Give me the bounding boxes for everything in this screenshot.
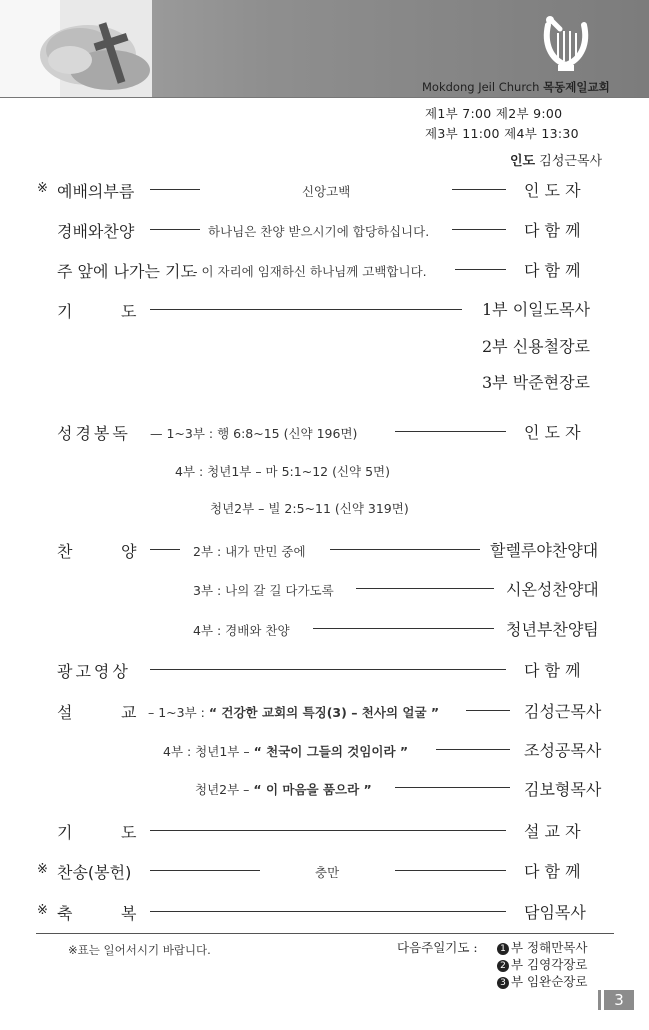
praise-middle: 하나님은 찬양 받으시기에 합당하십니다. (208, 224, 430, 239)
offering-middle: 충만 (315, 865, 340, 880)
sermon-line-2 (436, 749, 510, 750)
service-times-1: 제1부 7:00 제2부 9:00 (425, 106, 563, 121)
stand-mark: ※ (37, 181, 48, 196)
call-to-worship-title: 예배의부름 (57, 182, 135, 201)
praying-hands-photo (0, 0, 152, 97)
scripture-line (395, 431, 506, 432)
next-prayer-3 (497, 972, 587, 990)
next-prayer-label: 다음주일기도 : (397, 940, 478, 955)
next-prayer-3-text: 부 임완순장로 (511, 974, 588, 989)
sermon-title-a: 설 (57, 703, 73, 722)
offering-right: 다 함 께 (524, 862, 581, 881)
sermon-2 (163, 742, 408, 760)
confession-line (455, 269, 506, 270)
number-2-icon: 2 (497, 960, 509, 972)
preacher-3: 김보형목사 (524, 780, 602, 799)
prayer-title-b: 도 (121, 302, 137, 321)
praise-line-right (452, 229, 506, 230)
footer-divider (36, 933, 614, 934)
call-right: 인 도 자 (524, 181, 581, 200)
next-prayer-2 (497, 955, 587, 973)
service-times-2: 제3부 11:00 제4부 13:30 (425, 126, 579, 141)
sermon-title-b: 교 (121, 703, 137, 722)
church-name-ko: 목동제일교회 (543, 80, 610, 94)
sermon-1 (148, 703, 439, 721)
next-prayer-2-text: 부 김영각장로 (511, 957, 588, 972)
blessing-line (150, 911, 506, 912)
hymn-2: 3부 : 나의 갈 길 다가도록 (193, 583, 334, 598)
prayer-title-a: 기 (57, 302, 73, 321)
next-prayer-1-text: 부 정해만목사 (511, 940, 588, 955)
church-name-en: Mokdong Jeil Church (422, 80, 540, 94)
hymn-title-b: 양 (121, 542, 137, 561)
prayer-line (150, 309, 462, 310)
hymn-line-3 (313, 628, 494, 629)
blessing-right: 담임목사 (524, 903, 586, 922)
blessing-stand-mark: ※ (37, 903, 48, 918)
page-number-bar (598, 990, 601, 1010)
offering-stand-mark: ※ (37, 862, 48, 877)
hymn-3: 4부 : 경배와 찬양 (193, 623, 290, 638)
lyre-logo-icon (538, 15, 594, 79)
blessing-title-a: 축 (57, 904, 73, 923)
sermon-line-3 (395, 787, 510, 788)
confession-middle: - 이 자리에 임재하신 하나님께 고백합니다. (193, 264, 427, 279)
sermon-1-prefix: – 1~3부 : (148, 705, 209, 720)
scripture-right: 인 도 자 (524, 423, 581, 442)
offering-line-right (395, 870, 506, 871)
scripture-line1: — 1~3부 : 행 6:8~15 (신약 196면) (150, 426, 358, 441)
sermon-3 (195, 780, 372, 798)
sermon-2-text: “ 천국이 그들의 것임이라 ” (253, 744, 409, 759)
announcement-line (150, 669, 506, 670)
praise-right: 다 함 께 (524, 221, 581, 240)
sermon-1-text: “ 건강한 교회의 특징(3) – 천사의 얼굴 ” (208, 705, 440, 720)
page-number: 3 (604, 990, 634, 1010)
stand-note: ※표는 일어서시기 바랍니다. (68, 943, 211, 957)
choir-1: 할렐루야찬양대 (490, 541, 599, 560)
preacher-1: 김성근목사 (524, 702, 602, 721)
worship-leader (510, 150, 602, 169)
prayer-3: 3부 박준현장로 (482, 373, 591, 392)
next-prayer-1 (497, 938, 587, 956)
header-divider (0, 97, 649, 98)
confession-right: 다 함 께 (524, 261, 581, 280)
blessing-title-b: 복 (121, 904, 137, 923)
praise-title: 경배와찬양 (57, 222, 135, 241)
hymn-title-a: 찬 (57, 542, 73, 561)
call-middle: 신앙고백 (302, 184, 351, 199)
announcement-right: 다 함 께 (524, 661, 581, 680)
scripture-title: 성경봉독 (57, 424, 131, 443)
prayer2-title-a: 기 (57, 823, 73, 842)
hymn-line-left (150, 549, 180, 550)
choir-2: 시온성찬양대 (506, 580, 599, 599)
sermon-line-1 (466, 710, 510, 711)
hymn-line-1 (330, 549, 480, 550)
prayer2-line (150, 830, 506, 831)
call-line-left (150, 189, 200, 190)
hymn-1: 2부 : 내가 만민 중에 (193, 544, 306, 559)
leader-name: 김성근목사 (539, 154, 603, 169)
choir-3: 청년부찬양팀 (506, 620, 599, 639)
hymn-line-2 (356, 588, 494, 589)
announcement-title: 광고영상 (57, 662, 131, 681)
call-line-right (452, 189, 506, 190)
sermon-3-text: “ 이 마음을 품으라 ” (253, 782, 372, 797)
offering-title: 찬송(봉헌) (57, 863, 132, 882)
scripture-line3: 청년2부 – 빌 2:5~11 (신약 319면) (210, 501, 409, 516)
prayer2-right: 설 교 자 (524, 822, 581, 841)
leader-label: 인도 (510, 154, 536, 169)
offering-line-left (150, 870, 260, 871)
prayer2-title-b: 도 (121, 823, 137, 842)
prayer-2: 2부 신용철장로 (482, 337, 591, 356)
confession-title: 주 앞에 나가는 기도 (57, 262, 196, 281)
prayer-1: 1부 이일도목사 (482, 300, 591, 319)
sermon-2-prefix: 4부 : 청년1부 – (163, 744, 254, 759)
number-3-icon: 3 (497, 977, 509, 989)
sermon-3-prefix: 청년2부 – (195, 782, 254, 797)
praise-line-left (150, 229, 200, 230)
scripture-line2: 4부 : 청년1부 – 마 5:1~12 (신약 5면) (175, 464, 390, 479)
number-1-icon: 1 (497, 943, 509, 955)
church-name (422, 79, 610, 95)
preacher-2: 조성공목사 (524, 741, 602, 760)
